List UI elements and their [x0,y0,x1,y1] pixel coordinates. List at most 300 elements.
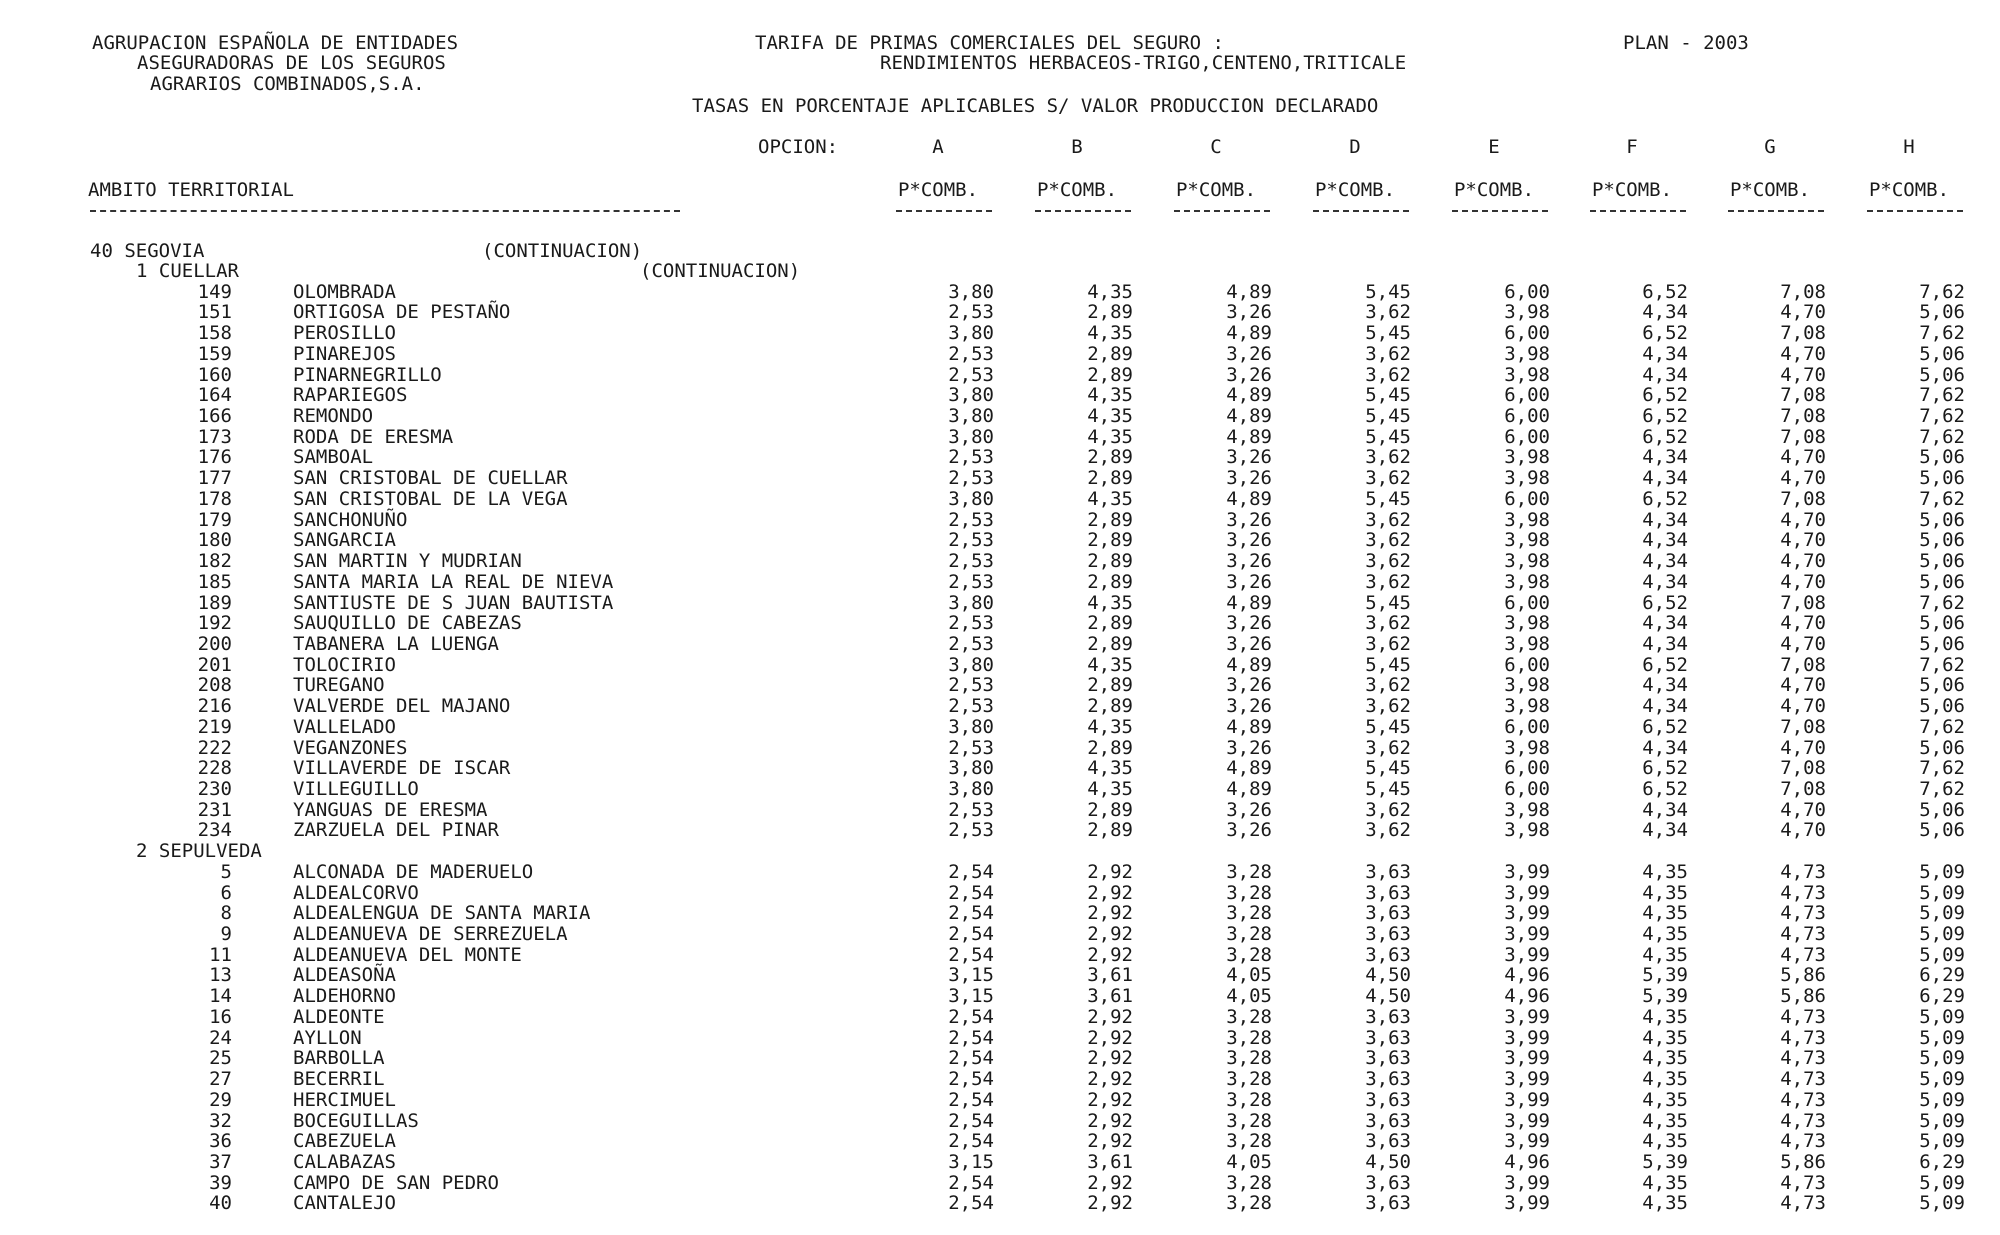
rate-cell: 3,63 [1365,1130,1411,1152]
rate-cell: 3,62 [1365,571,1411,593]
rate-cell: 3,80 [948,778,994,800]
municipality-code: 178 [197,488,232,510]
rate-cell: 7,08 [1780,716,1826,738]
municipality-code: 185 [197,571,232,593]
plan-label: PLAN - 2003 [1623,32,1749,54]
rate-cell: 3,26 [1226,737,1272,759]
option-letter-b: B [1071,136,1083,158]
rate-cell: 3,63 [1365,1027,1411,1049]
rate-cell: 5,06 [1919,571,1965,593]
rate-cell: 3,62 [1365,467,1411,489]
rate-cell: 3,63 [1365,923,1411,945]
rate-cell: 2,53 [948,364,994,386]
rate-cell: 6,00 [1504,488,1550,510]
municipality-code: 11 [209,944,232,966]
rate-cell: 6,52 [1642,405,1688,427]
rate-cell: 2,53 [948,509,994,531]
rate-cell: 4,70 [1780,343,1826,365]
rate-cell: 4,34 [1642,509,1688,531]
rate-cell: 4,35 [1642,902,1688,924]
municipality-name: PINARNEGRILLO [293,364,442,386]
rate-cell: 4,73 [1780,923,1826,945]
municipality-name: VEGANZONES [293,737,408,759]
rate-cell: 3,62 [1365,446,1411,468]
municipality-code: 9 [220,923,232,945]
municipality-name: ALDEHORNO [293,985,396,1007]
column-underline [1313,210,1409,212]
rate-cell: 4,89 [1226,716,1272,738]
rate-cell: 3,28 [1226,902,1272,924]
rate-cell: 4,34 [1642,364,1688,386]
rate-cell: 3,63 [1365,1068,1411,1090]
rate-cell: 3,61 [1087,964,1133,986]
column-underline [896,210,992,212]
rate-cell: 4,05 [1226,964,1272,986]
rate-cell: 6,00 [1504,281,1550,303]
rate-cell: 2,89 [1087,799,1133,821]
rate-cell: 3,80 [948,654,994,676]
rate-cell: 2,54 [948,1047,994,1069]
rate-cell: 2,89 [1087,550,1133,572]
rate-cell: 5,06 [1919,737,1965,759]
rate-cell: 5,86 [1780,1151,1826,1173]
rate-cell: 3,63 [1365,1006,1411,1028]
rate-cell: 6,00 [1504,384,1550,406]
rate-cell: 6,00 [1504,405,1550,427]
rate-cell: 4,73 [1780,1172,1826,1194]
district-title: 2 SEPULVEDA [136,840,262,862]
rate-cell: 2,53 [948,819,994,841]
rate-cell: 3,98 [1504,301,1550,323]
municipality-code: 176 [197,446,232,468]
rate-cell: 2,53 [948,695,994,717]
rate-cell: 4,35 [1087,405,1133,427]
rate-cell: 5,09 [1919,1192,1965,1214]
municipality-name: CAMPO DE SAN PEDRO [293,1172,499,1194]
rate-cell: 2,89 [1087,633,1133,655]
rate-cell: 4,50 [1365,985,1411,1007]
rate-cell: 4,35 [1642,944,1688,966]
column-underline [1867,210,1963,212]
municipality-name: CALABAZAS [293,1151,396,1173]
option-letter-h: H [1903,136,1915,158]
rate-cell: 4,35 [1087,488,1133,510]
district-continuation: (CONTINUACION) [640,260,801,282]
rate-cell: 4,34 [1642,674,1688,696]
rate-cell: 2,54 [948,1110,994,1132]
rate-cell: 3,80 [948,405,994,427]
rate-cell: 3,61 [1087,985,1133,1007]
municipality-code: 5 [220,861,232,883]
municipality-name: RODA DE ERESMA [293,426,454,448]
rate-cell: 3,26 [1226,343,1272,365]
rate-cell: 2,54 [948,1027,994,1049]
rate-cell: 2,53 [948,446,994,468]
rate-cell: 5,06 [1919,674,1965,696]
rate-cell: 4,73 [1780,1192,1826,1214]
municipality-code: 179 [197,509,232,531]
option-letter-a: A [932,136,944,158]
municipality-name: YANGUAS DE ERESMA [293,799,488,821]
rate-cell: 4,35 [1087,654,1133,676]
rate-cell: 4,70 [1780,446,1826,468]
rate-cell: 2,89 [1087,529,1133,551]
rate-cell: 4,73 [1780,1089,1826,1111]
rate-cell: 3,62 [1365,529,1411,551]
rate-cell: 4,35 [1642,882,1688,904]
rate-cell: 2,54 [948,882,994,904]
rate-cell: 5,09 [1919,1006,1965,1028]
rate-cell: 7,62 [1919,384,1965,406]
rate-cell: 3,98 [1504,343,1550,365]
rate-cell: 3,28 [1226,1027,1272,1049]
municipality-code: 37 [209,1151,232,1173]
province-continuation: (CONTINUACION) [482,240,643,262]
rate-cell: 3,98 [1504,446,1550,468]
rate-cell: 3,98 [1504,612,1550,634]
tariff-crop: RENDIMIENTOS HERBACEOS-TRIGO,CENTENO,TRITICALE [880,52,1407,74]
rate-cell: 4,35 [1087,426,1133,448]
rate-cell: 3,98 [1504,529,1550,551]
rate-cell: 3,99 [1504,1006,1550,1028]
rate-cell: 6,29 [1919,985,1965,1007]
municipality-name: ALDEALCORVO [293,882,419,904]
rate-cell: 4,05 [1226,985,1272,1007]
rate-cell: 3,80 [948,426,994,448]
rate-cell: 4,34 [1642,571,1688,593]
rate-cell: 6,00 [1504,426,1550,448]
municipality-name: BOCEGUILLAS [293,1110,419,1132]
rate-cell: 5,09 [1919,882,1965,904]
rate-cell: 6,52 [1642,322,1688,344]
rate-cell: 4,35 [1642,1110,1688,1132]
rate-cell: 6,52 [1642,757,1688,779]
rate-cell: 4,35 [1642,1130,1688,1152]
rate-cell: 2,54 [948,1172,994,1194]
rate-cell: 4,70 [1780,301,1826,323]
rate-cell: 6,52 [1642,384,1688,406]
rate-cell: 4,73 [1780,882,1826,904]
rate-cell: 4,89 [1226,281,1272,303]
rate-cell: 2,92 [1087,1130,1133,1152]
rate-cell: 4,73 [1780,944,1826,966]
rate-cell: 4,34 [1642,529,1688,551]
rate-cell: 4,35 [1087,281,1133,303]
rate-cell: 4,89 [1226,778,1272,800]
rate-cell: 4,34 [1642,819,1688,841]
rate-cell: 2,89 [1087,674,1133,696]
rate-cell: 2,89 [1087,446,1133,468]
municipality-code: 200 [197,633,232,655]
municipality-name: VALVERDE DEL MAJANO [293,695,511,717]
column-header-pcomb: P*COMB. [1868,179,1950,201]
rate-cell: 5,39 [1642,1151,1688,1173]
rate-cell: 7,08 [1780,405,1826,427]
rate-cell: 2,92 [1087,1192,1133,1214]
rate-cell: 2,53 [948,612,994,634]
rate-cell: 4,34 [1642,799,1688,821]
rate-cell: 3,63 [1365,944,1411,966]
rate-cell: 5,45 [1365,405,1411,427]
rate-cell: 5,39 [1642,985,1688,1007]
rate-cell: 2,89 [1087,571,1133,593]
rate-cell: 3,62 [1365,633,1411,655]
municipality-code: 160 [197,364,232,386]
municipality-code: 222 [197,737,232,759]
opcion-label: OPCION: [758,136,839,158]
rate-cell: 4,35 [1642,861,1688,883]
municipality-name: SANGARCIA [293,529,396,551]
municipality-name: SANTIUSTE DE S JUAN BAUTISTA [293,592,614,614]
rate-cell: 2,89 [1087,612,1133,634]
rate-cell: 3,98 [1504,799,1550,821]
rate-cell: 4,89 [1226,405,1272,427]
rate-cell: 5,06 [1919,612,1965,634]
rate-cell: 5,06 [1919,467,1965,489]
rate-cell: 2,89 [1087,819,1133,841]
municipality-code: 158 [197,322,232,344]
rate-cell: 6,52 [1642,716,1688,738]
rate-cell: 2,92 [1087,1027,1133,1049]
rate-cell: 3,63 [1365,861,1411,883]
rate-cell: 4,73 [1780,1130,1826,1152]
option-letter-f: F [1626,136,1638,158]
municipality-code: 25 [209,1047,232,1069]
rate-cell: 6,29 [1919,1151,1965,1173]
rate-cell: 4,70 [1780,737,1826,759]
rate-cell: 5,45 [1365,592,1411,614]
rate-cell: 3,98 [1504,364,1550,386]
municipality-code: 201 [197,654,232,676]
rate-cell: 3,99 [1504,861,1550,883]
municipality-name: ALDEONTE [293,1006,385,1028]
rate-cell: 4,35 [1087,592,1133,614]
rates-subtitle: TASAS EN PORCENTAJE APLICABLES S/ VALOR PRODUCCION DECLARADO [692,95,1379,117]
rate-cell: 3,99 [1504,1027,1550,1049]
rate-cell: 4,50 [1365,1151,1411,1173]
rate-cell: 2,53 [948,633,994,655]
rate-cell: 3,26 [1226,364,1272,386]
rate-cell: 3,62 [1365,301,1411,323]
option-letter-d: D [1349,136,1361,158]
rate-cell: 3,63 [1365,1110,1411,1132]
rate-cell: 3,80 [948,384,994,406]
rate-cell: 3,62 [1365,799,1411,821]
rate-cell: 4,05 [1226,1151,1272,1173]
municipality-code: 230 [197,778,232,800]
rate-cell: 4,73 [1780,1110,1826,1132]
rate-cell: 3,26 [1226,612,1272,634]
rate-cell: 3,28 [1226,1172,1272,1194]
rate-cell: 6,00 [1504,654,1550,676]
rate-cell: 3,26 [1226,674,1272,696]
rate-cell: 5,06 [1919,799,1965,821]
rate-cell: 3,98 [1504,550,1550,572]
ambito-label: AMBITO TERRITORIAL [88,179,294,201]
rate-cell: 3,98 [1504,509,1550,531]
rate-cell: 4,35 [1087,322,1133,344]
rate-cell: 4,34 [1642,446,1688,468]
municipality-name: CABEZUELA [293,1130,396,1152]
municipality-name: HERCIMUEL [293,1089,396,1111]
column-underline [1174,210,1270,212]
rate-cell: 3,61 [1087,1151,1133,1173]
rate-cell: 4,70 [1780,633,1826,655]
rate-cell: 2,89 [1087,343,1133,365]
rate-cell: 4,89 [1226,592,1272,614]
rate-cell: 4,89 [1226,426,1272,448]
column-underline [1452,210,1548,212]
municipality-name: PINAREJOS [293,343,396,365]
org-line-2: ASEGURADORAS DE LOS SEGUROS [137,52,446,74]
rate-cell: 3,28 [1226,944,1272,966]
rate-cell: 7,08 [1780,488,1826,510]
rate-cell: 4,96 [1504,964,1550,986]
column-header-pcomb: P*COMB. [1175,179,1257,201]
rate-cell: 6,00 [1504,757,1550,779]
municipality-name: SANCHONUÑO [293,509,408,531]
rate-cell: 5,06 [1919,550,1965,572]
rate-cell: 4,34 [1642,737,1688,759]
rate-cell: 3,28 [1226,1068,1272,1090]
rate-cell: 3,63 [1365,1047,1411,1069]
rate-cell: 5,39 [1642,964,1688,986]
rate-cell: 3,28 [1226,1130,1272,1152]
rate-cell: 3,63 [1365,1192,1411,1214]
rate-cell: 2,92 [1087,923,1133,945]
rate-cell: 3,26 [1226,509,1272,531]
rate-cell: 3,62 [1365,364,1411,386]
municipality-code: 182 [197,550,232,572]
rate-cell: 3,63 [1365,1172,1411,1194]
rate-cell: 2,53 [948,571,994,593]
option-letter-e: E [1488,136,1500,158]
rate-cell: 2,53 [948,343,994,365]
rate-cell: 2,89 [1087,467,1133,489]
municipality-name: SAN CRISTOBAL DE LA VEGA [293,488,568,510]
municipality-code: 228 [197,757,232,779]
rate-cell: 5,09 [1919,1172,1965,1194]
rate-cell: 6,52 [1642,592,1688,614]
municipality-code: 6 [220,882,232,904]
rate-cell: 2,54 [948,1192,994,1214]
rate-cell: 5,09 [1919,902,1965,924]
rate-cell: 3,99 [1504,1047,1550,1069]
rate-cell: 7,08 [1780,281,1826,303]
rate-cell: 5,06 [1919,695,1965,717]
municipality-name: VILLEGUILLO [293,778,419,800]
municipality-name: SAUQUILLO DE CABEZAS [293,612,522,634]
rate-cell: 4,70 [1780,674,1826,696]
rate-cell: 3,99 [1504,1068,1550,1090]
rate-cell: 4,70 [1780,509,1826,531]
rate-cell: 2,54 [948,944,994,966]
rate-cell: 3,63 [1365,882,1411,904]
municipality-code: 16 [209,1006,232,1028]
municipality-name: ZARZUELA DEL PINAR [293,819,499,841]
rate-cell: 5,09 [1919,1047,1965,1069]
rate-cell: 4,34 [1642,612,1688,634]
municipality-name: ALDEASOÑA [293,964,396,986]
rate-cell: 5,45 [1365,654,1411,676]
rate-cell: 2,92 [1087,1110,1133,1132]
rate-cell: 2,92 [1087,1089,1133,1111]
rate-cell: 3,15 [948,985,994,1007]
rate-cell: 3,26 [1226,301,1272,323]
municipality-code: 29 [209,1089,232,1111]
rate-cell: 7,08 [1780,384,1826,406]
rate-cell: 5,09 [1919,923,1965,945]
rate-cell: 3,28 [1226,1006,1272,1028]
rate-cell: 2,53 [948,674,994,696]
rate-cell: 6,29 [1919,964,1965,986]
municipality-code: 40 [209,1192,232,1214]
rate-cell: 7,62 [1919,281,1965,303]
rate-cell: 4,34 [1642,550,1688,572]
municipality-code: 219 [197,716,232,738]
rate-cell: 3,99 [1504,923,1550,945]
rate-cell: 3,28 [1226,1089,1272,1111]
rate-cell: 2,54 [948,902,994,924]
municipality-code: 32 [209,1110,232,1132]
rate-cell: 2,92 [1087,1006,1133,1028]
rate-cell: 3,98 [1504,467,1550,489]
rate-cell: 2,53 [948,550,994,572]
rate-cell: 3,80 [948,488,994,510]
rate-cell: 3,28 [1226,861,1272,883]
rate-cell: 2,54 [948,923,994,945]
rate-cell: 4,70 [1780,467,1826,489]
rate-cell: 3,99 [1504,902,1550,924]
rate-cell: 7,62 [1919,716,1965,738]
municipality-name: BARBOLLA [293,1047,385,1069]
rate-cell: 6,52 [1642,281,1688,303]
rate-cell: 3,26 [1226,571,1272,593]
ambito-underline [90,210,680,212]
rate-cell: 2,92 [1087,1047,1133,1069]
rate-cell: 5,06 [1919,364,1965,386]
municipality-code: 216 [197,695,232,717]
rate-cell: 4,35 [1642,1047,1688,1069]
rate-cell: 5,09 [1919,1027,1965,1049]
rate-cell: 3,62 [1365,737,1411,759]
municipality-code: 208 [197,674,232,696]
rate-cell: 2,92 [1087,944,1133,966]
rate-cell: 2,92 [1087,902,1133,924]
column-header-pcomb: P*COMB. [1314,179,1396,201]
municipality-name: ALDEALENGUA DE SANTA MARIA [293,902,591,924]
rate-cell: 3,99 [1504,882,1550,904]
rate-cell: 3,28 [1226,882,1272,904]
column-header-pcomb: P*COMB. [897,179,979,201]
municipality-code: 234 [197,819,232,841]
municipality-name: VILLAVERDE DE ISCAR [293,757,511,779]
rate-cell: 4,96 [1504,985,1550,1007]
rate-cell: 3,26 [1226,446,1272,468]
rate-cell: 4,89 [1226,757,1272,779]
rate-cell: 4,96 [1504,1151,1550,1173]
rate-cell: 4,70 [1780,571,1826,593]
rate-cell: 7,62 [1919,757,1965,779]
rate-cell: 6,00 [1504,592,1550,614]
municipality-code: 164 [197,384,232,406]
municipality-name: BECERRIL [293,1068,385,1090]
rate-cell: 4,70 [1780,612,1826,634]
rate-cell: 7,62 [1919,405,1965,427]
rate-cell: 5,45 [1365,281,1411,303]
rate-cell: 2,89 [1087,301,1133,323]
rate-cell: 3,62 [1365,695,1411,717]
